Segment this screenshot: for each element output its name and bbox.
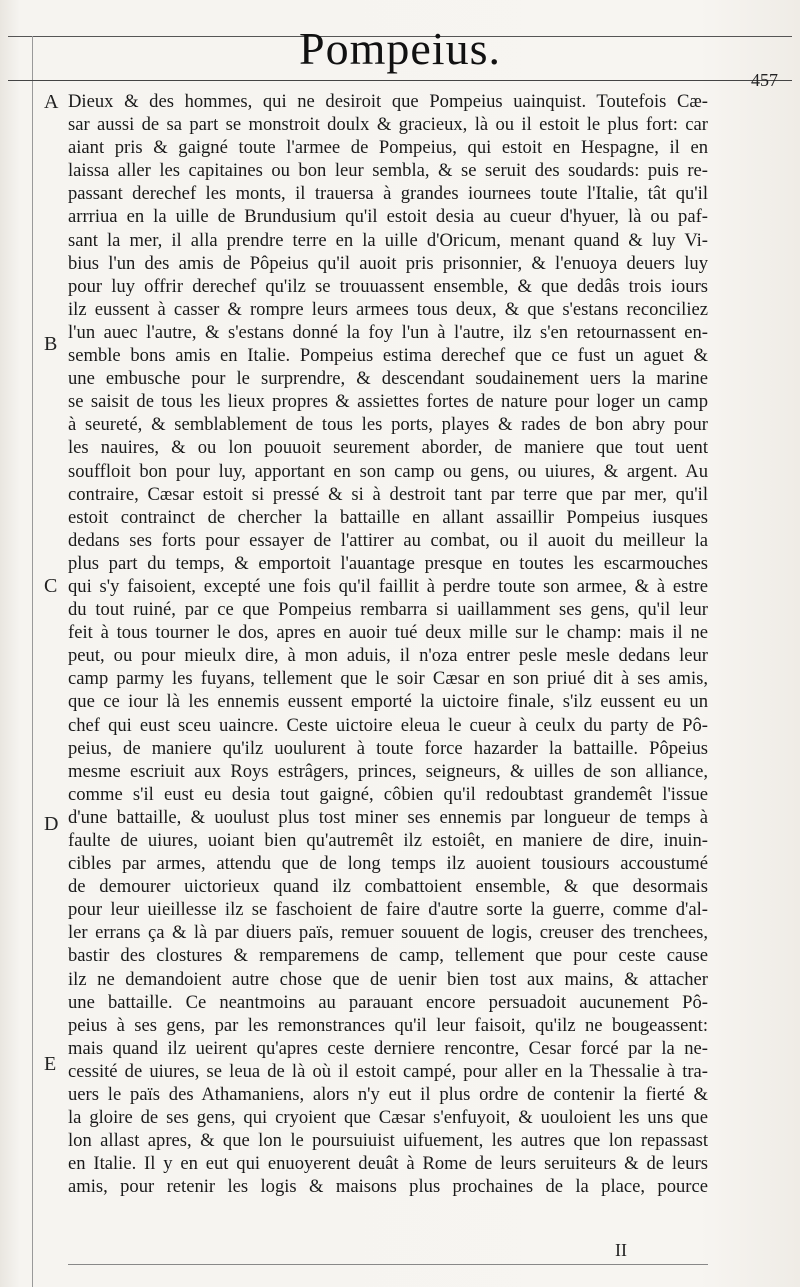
text-line: sant la mer, il alla prendre terre en la uille d'Oricum, menant quand & luy Vi- (68, 229, 708, 251)
text-line: faulte de uiures, uoiant bien qu'autremêt ilz estoiêt, en maniere de dire, inuin- (68, 830, 708, 851)
text-line: de demourer uictorieux quand ilz combattoient ensemble, & que desormais (68, 876, 708, 898)
text-line: camp parmy les fuyans, tellement que le soir Cæsar en son priué dit à ses amis, (68, 668, 708, 690)
text-line: pour luy offrir derechef qu'ilz se trouuassent ensemble, & que dedâs trois iours (68, 275, 708, 297)
margin-letter-a: A (44, 91, 59, 113)
text-line: dedans ses forts pour essayer de l'attirer au combat, ou il auoit du meilleur la (68, 529, 708, 551)
text-line: peius à ses gens, par les remonstrances qu'il leur faisoit, qu'ilz ne bougeassent: (68, 1014, 708, 1036)
page-number: 457 (751, 70, 778, 90)
text-line: que ce iour là les ennemis eussent emporté la uictoire finale, s'ilz eussent eu un (68, 691, 708, 713)
text-line: la gloire de ses gens, qui cryoient que Cæsar s'enfuyoit, & uouloient les uns que (68, 1107, 708, 1129)
text-line: pour leur uieillesse ilz se faschoient de faire d'autre sorte la guerre, comme d'al- (68, 899, 708, 921)
header-rule (8, 80, 792, 81)
text-line: les nauires, & ou lon pouuoit seurement aborder, de maniere que tout uent (68, 437, 708, 459)
text-line: contraire, Cæsar estoit si pressé & si à destroit tant par terre que par mer, qu'il (68, 483, 708, 505)
text-line: laissa aller les capitaines ou bon leur sembla, & se seruit des soudards: puis re- (68, 160, 708, 182)
text-line: estoit contrainct de chercher la battaille en allant assaillir Pompeius iusques (68, 506, 708, 528)
margin-letter-e: E (44, 1053, 57, 1075)
text-line: mais quand ilz ueirent qu'apres ceste derniere rencontre, Cesar forcé par la ne- (68, 1037, 708, 1059)
text-line: du tout ruiné, par ce que Pompeius rembarra si uaillamment ses gens, qu'il leur (68, 599, 708, 621)
text-line: plus part du temps, & emportoit l'auantage presque en toutes les escarmouches (68, 552, 708, 574)
text-line: comme s'il eust eu desia tout gaigné, côbien qu'il redoubtast grandemêt l'issue (68, 783, 708, 805)
text-line: mesme escriuit aux Roys estrâgers, princes, seigneurs, & uilles de son alliance, (68, 760, 708, 782)
running-title: Pompeius. (299, 23, 501, 74)
text-line: bastir des clostures & remparemens de camp, tellement que pour ceste cause (68, 945, 708, 967)
text-line: qui s'y faisoient, excepté une fois qu'il faillit à perdre toute son armee, & à estre (68, 575, 708, 597)
binding-margin-line (32, 36, 33, 1287)
margin-letter-c: C (44, 575, 58, 597)
text-line: en Italie. Il y en eut qui enuoyerent deuât à Rome de leurs seruiteurs & de leurs (68, 1153, 708, 1175)
text-line: peut, ou pour mieulx dire, à mon aduis, il n'oza entrer pesle mesle dedans leur (68, 645, 708, 667)
text-line: chef qui eust sceu uaincre. Ceste uictoire eleua le cueur à ceulx du party de Pô- (68, 714, 708, 736)
text-line: aiant pris & gaigné toute l'armee de Pompeius, qui estoit en Hespagne, il en (68, 137, 708, 159)
text-line: bius l'un des amis de Pôpeius qu'il auoit pris prisonnier, & l'enuoya deuers luy (68, 252, 708, 274)
text-line: uers le païs des Athamaniens, alors n'y eut il plus ordre de contenir la fierté & (68, 1084, 708, 1106)
body-text (68, 90, 708, 1199)
text-line: cibles par armes, attendu que de long temps ilz auoient tousiours accoustumé (68, 853, 708, 875)
signature-mark: II (615, 1240, 627, 1260)
text-line: une embusche pour le surprendre, & descendant soudainement uers la marine (68, 368, 708, 390)
text-line: d'une battaille, & uoulust plus tost miner ses ennemis par longueur de temps à (68, 806, 708, 828)
footer-rule (68, 1264, 708, 1265)
text-line: à seureté, & semblablement de tous les ports, playes & rades de bon abry pour (68, 414, 708, 436)
text-line: amis, pour retenir les logis & maisons plus prochaines de la place, pource (68, 1176, 708, 1198)
margin-letter-d: D (44, 813, 59, 835)
text-line: ler errans ça & là par diuers païs, remuer souuent de logis, creuser des trenchees, (68, 922, 708, 944)
text-line: l'un auec l'autre, & s'estans donné la foy l'un à l'autre, ilz s'en retournassent en- (68, 321, 708, 343)
text-line: semble bons amis en Italie. Pompeius estima derechef que ce fust un aguet & (68, 345, 708, 367)
text-line: sar aussi de sa part se monstroit doulx & gracieux, là ou il estoit le plus fort: car (68, 114, 708, 136)
text-line: souffloit bon pour luy, apportant en son camp ou gens, ou uiures, & argent. Au (68, 460, 708, 482)
text-line: lon allast apres, & que lon le poursuiuist uifuement, les autres que lon repassast (68, 1130, 708, 1152)
text-line: arrriua en la uille de Brundusium qu'il estoit desia au cueur d'hyuer, là ou paf- (68, 206, 708, 228)
text-line: ilz eussent à casser & rompre leurs armees tous deux, & que s'estans reconciliez (68, 298, 708, 320)
text-line: Dieux & des hommes, qui ne desiroit que Pompeius uainquist. Toutefois Cæ- (68, 91, 708, 112)
text-line: cessité de uiures, se leua de là où il estoit campé, pour aller en la Thessalie à tra- (68, 1060, 708, 1082)
text-line: une battaille. Ce neantmoins au parauant encore persuadoit aucunement Pô- (68, 991, 708, 1013)
text-line: se saisit de tous les lieux propres & assiettes fortes de nature pour loger un camp (68, 391, 708, 413)
text-line: passant derechef les monts, il trauersa à grandes iournees toute l'Italie, tât qu'il (68, 183, 708, 205)
margin-letter-b: B (44, 333, 58, 355)
text-line: ilz ne demandoient autre chose que de uenir bien tost aux mains, & attacher (68, 968, 708, 990)
text-line: peius, de maniere qu'ilz uoulurent à toute force hazarder la battaille. Pôpeius (68, 737, 708, 759)
text-line: feit à tous tourner le dos, apres en auoir tué deux mille sur le champ: mais il ne (68, 622, 708, 644)
